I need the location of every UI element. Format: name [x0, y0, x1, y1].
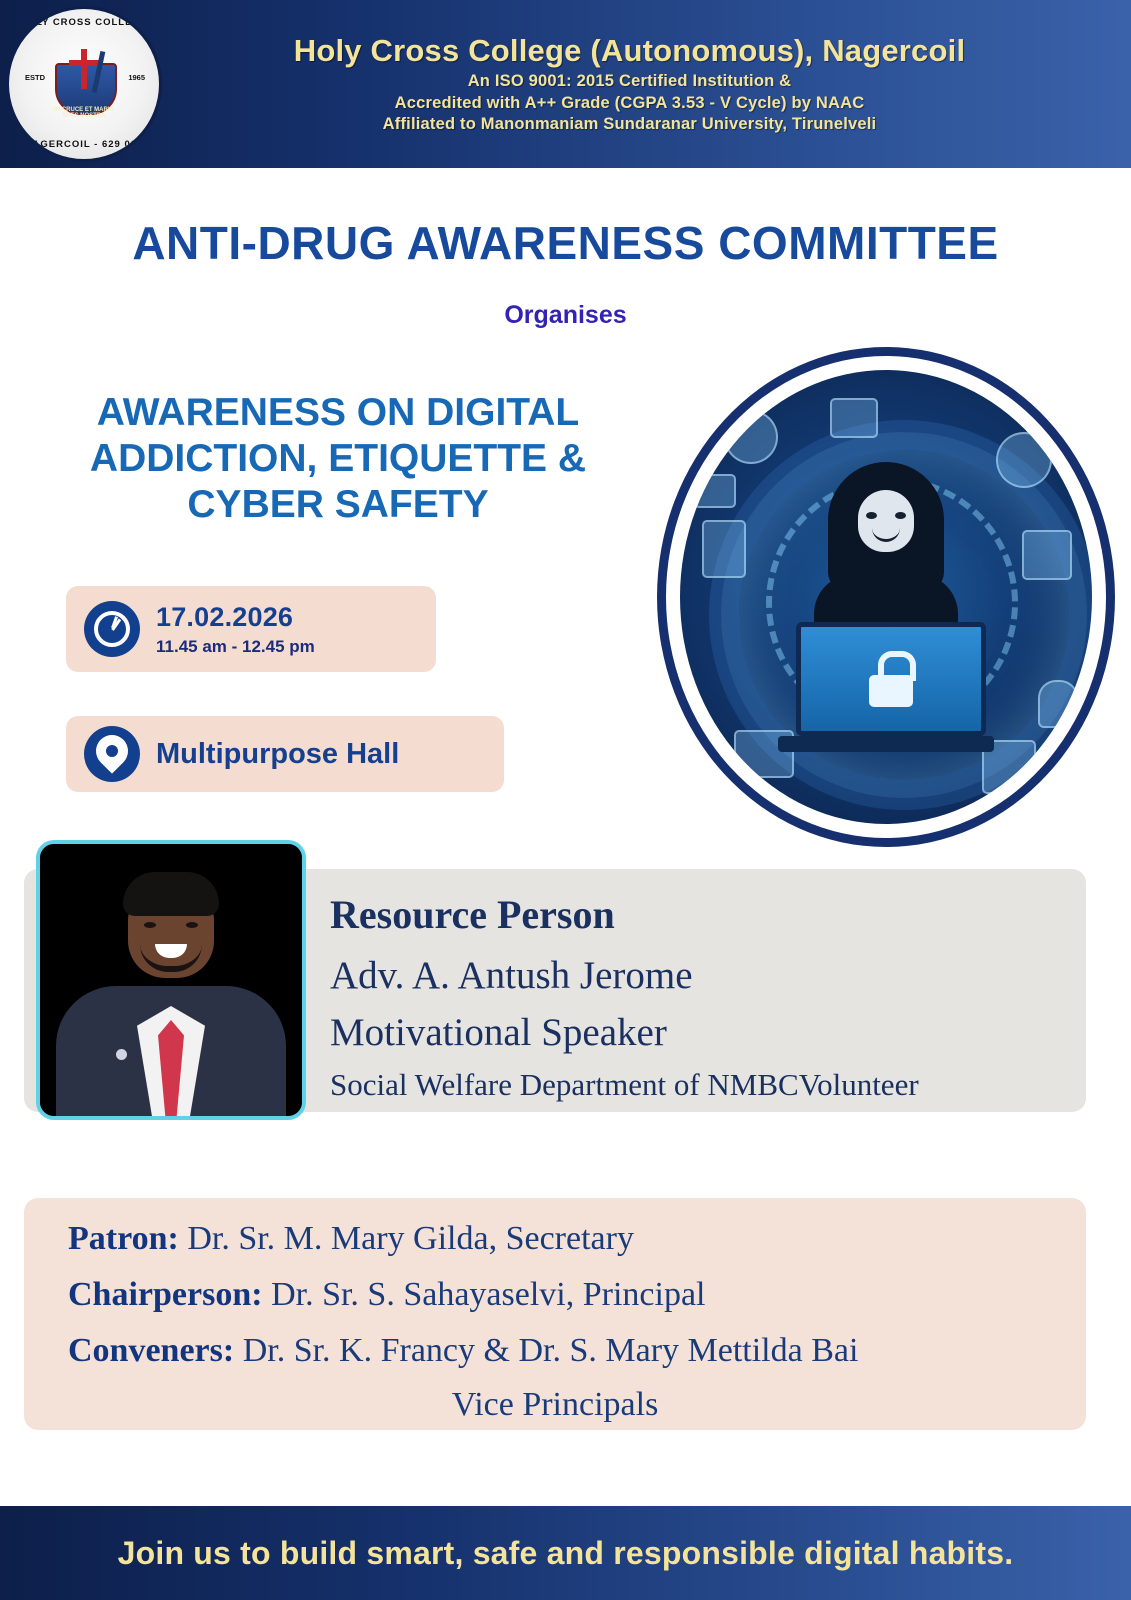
chairperson-label: Chairperson: — [68, 1276, 263, 1313]
resource-person-card — [24, 869, 1086, 1112]
logo-ring-top-text: HOLY CROSS COLLEGE — [19, 17, 149, 28]
chairperson-line — [68, 1276, 705, 1314]
college-logo-icon — [6, 6, 162, 162]
poster-footer — [0, 1506, 1131, 1600]
conveners-line — [68, 1332, 858, 1370]
logo-estd-year: 1965 — [128, 73, 145, 82]
conveners-designation: Vice Principals — [451, 1386, 659, 1423]
circuit-node-icon — [1022, 530, 1072, 580]
header-accreditation-line-2: Accredited with A++ Grade (CGPA 3.53 - V Cycle) by NAAC — [394, 93, 865, 112]
resource-person-heading: Resource Person — [330, 892, 615, 937]
event-date: 17.02.2026 — [156, 601, 294, 632]
hacker-figure-icon — [814, 462, 958, 622]
resource-person-name: Adv. A. Antush Jerome — [330, 954, 693, 997]
laptop-icon — [778, 622, 994, 752]
conveners-label: Conveners: — [68, 1332, 235, 1369]
shield-icon — [1038, 680, 1078, 728]
circuit-node-icon — [830, 398, 878, 438]
clock-icon — [84, 601, 140, 657]
poster-header — [0, 0, 1131, 168]
envelope-icon — [694, 474, 736, 508]
resource-person-photo — [36, 840, 306, 1120]
logo-motto-text: IN CRUCE ET MARIA SPES NOSTRA — [54, 107, 114, 119]
event-time: 11.45 am - 12.45 pm — [156, 636, 315, 656]
poster-body — [0, 168, 1131, 1506]
patron-line — [68, 1220, 634, 1258]
chairperson-value: Dr. Sr. S. Sahayaselvi, Principal — [262, 1276, 706, 1313]
event-venue: Multipurpose Hall — [156, 737, 400, 770]
college-logo-wrap — [0, 0, 168, 168]
conveners-value: Dr. Sr. K. Francy & Dr. S. Mary Mettilda Bai — [234, 1332, 859, 1369]
organisers-card — [24, 1198, 1086, 1430]
venue-pill — [66, 716, 504, 792]
lock-icon — [869, 651, 913, 707]
circuit-node-icon — [702, 520, 746, 578]
logo-ring-bottom-text: NAGERCOIL - 629 004 — [24, 139, 144, 150]
date-pill — [66, 586, 436, 672]
event-title: AWARENESS ON DIGITAL ADDICTION, ETIQUETTE & CYBER SAFETY — [89, 391, 587, 527]
circuit-node-icon — [996, 432, 1052, 488]
patron-label: Patron: — [68, 1220, 179, 1257]
committee-title: ANTI-DRUG AWARENESS COMMITTEE — [132, 217, 999, 269]
logo-estd-label: ESTD — [25, 73, 46, 82]
circuit-node-icon — [724, 410, 778, 464]
header-affiliation-line: Affiliated to Manonmaniam Sundaranar University, Tirunelveli — [382, 115, 877, 134]
resource-person-department: Social Welfare Department of NMBCVolunteer — [330, 1067, 919, 1102]
header-text-block — [168, 34, 1131, 133]
college-name: Holy Cross College (Autonomous), Nagercoil — [293, 33, 966, 69]
header-accreditation-line-1: An ISO 9001: 2015 Certified Institution & — [467, 72, 792, 91]
footer-tagline: Join us to build smart, safe and responsible digital habits. — [117, 1534, 1014, 1571]
location-pin-icon — [84, 726, 140, 782]
cyber-security-illustration — [657, 347, 1115, 847]
patron-value: Dr. Sr. M. Mary Gilda, Secretary — [178, 1220, 634, 1257]
resource-person-role: Motivational Speaker — [330, 1011, 667, 1054]
logo-crest-icon — [49, 49, 119, 121]
organises-label: Organises — [504, 301, 627, 329]
